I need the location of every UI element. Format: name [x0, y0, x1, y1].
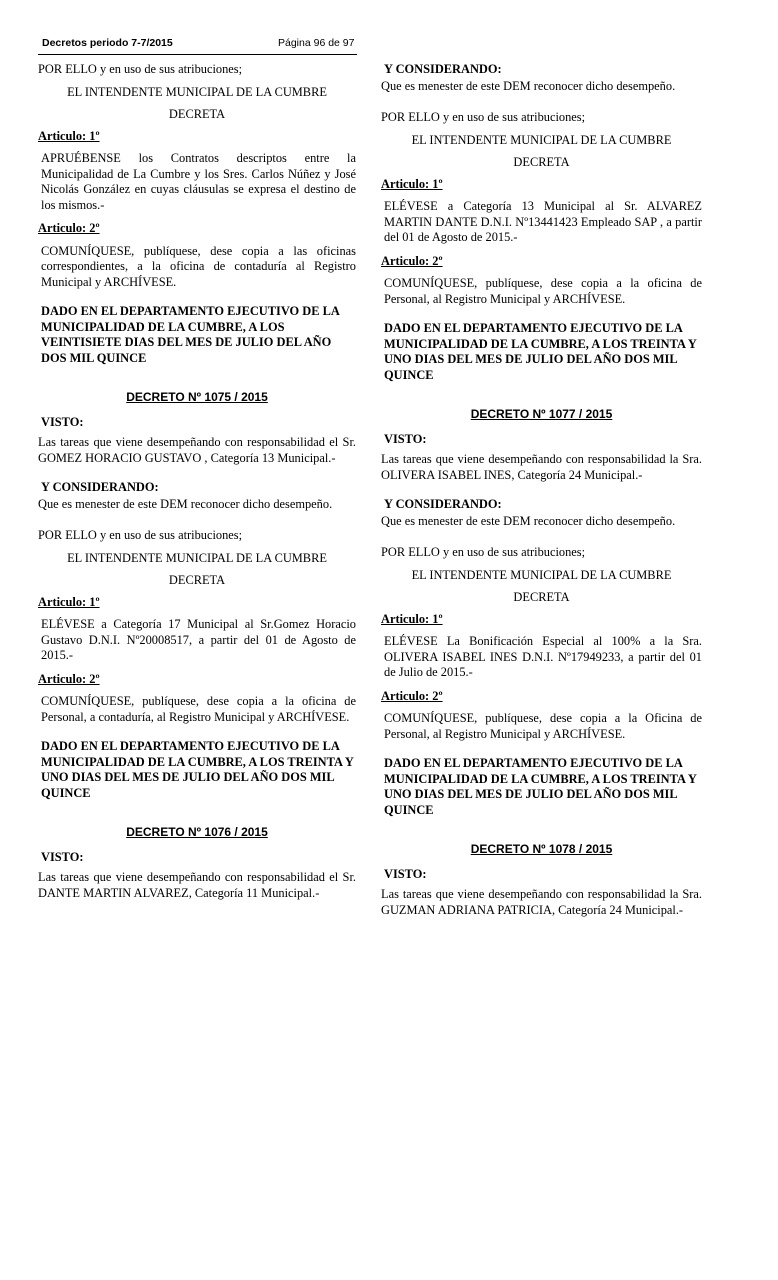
- decreta: DECRETA: [513, 155, 570, 169]
- por-ello: POR ELLO y en uso de sus atribuciones;: [381, 110, 586, 124]
- decreta: DECRETA: [168, 107, 226, 121]
- article-2-text: COMUNÍQUESE, publíquese, dese copia a las oficinas correspondientes, a la oficina de contaduría al Registro Municipal y ARCHÍVESE.: [41, 243, 356, 289]
- decree-1075-article-2-label: Articulo: 2º: [38, 671, 100, 686]
- decree-1077-dado-clause: DADO EN EL DEPARTAMENTO EJECUTIVO DE LA MUNICIPALIDAD DE LA CUMBRE, A LOS TREINTA Y UNO DIAS DEL MES DE JULIO DEL AÑO DOS MIL QUINCE: [384, 756, 697, 817]
- page-number: Página 96 de 97: [278, 37, 355, 49]
- decree-1077-title: DECRETO Nº 1077 / 2015: [470, 407, 613, 421]
- article-2-label: Articulo: 2º: [38, 221, 100, 235]
- decree-1077-article-2-label: Articulo: 2º: [381, 688, 443, 703]
- decree-1077-visto: VISTO:: [384, 431, 427, 446]
- decree-1075-article-1-text: ELÉVESE a Categoría 17 Municipal al Sr.Gomez Horacio Gustavo D.N.I. Nº20008517, a partir del 01 de Agosto de 2015.-: [41, 617, 356, 662]
- decree-1077-visto-text: Las tareas que viene desempeñando con responsabilidad la Sra. OLIVERA ISABEL INES, Categoría 24 Municipal.-: [381, 452, 702, 482]
- article-1-text: APRUÉBENSE los Contratos descriptos entre la Municipalidad de La Cumbre y los Sres. Carlos Núñez y José Nicolás González en cuyas cláusulas se expresa el destino de los mismos.-: [41, 151, 356, 212]
- dado-clause: DADO EN EL DEPARTAMENTO EJECUTIVO DE LA MUNICIPALIDAD DE LA CUMBRE, A LOS TREINTA Y UNO DIAS DEL MES DE JULIO DEL AÑO DOS MIL QUINCE: [384, 321, 697, 382]
- dado-clause: DADO EN EL DEPARTAMENTO EJECUTIVO DE LA MUNICIPALIDAD DE LA CUMBRE, A LOS VEINTISIETE DIAS DEL MES DE JULIO DEL AÑO DOS MIL QUINCE: [41, 304, 340, 365]
- decree-1075-article-2-text: COMUNÍQUESE, publíquese, dese copia a la oficina de Personal, a contaduría, al Registro Municipal y ARCHÍVESE.: [41, 694, 356, 724]
- article-1-label: Articulo: 1º: [38, 128, 100, 143]
- decree-1077-decreta: DECRETA: [513, 590, 570, 604]
- decree-1076-visto: VISTO:: [41, 849, 84, 864]
- intendente: EL INTENDENTE MUNICIPAL DE LA CUMBRE: [411, 132, 672, 147]
- decree-1075-decreta: DECRETA: [168, 573, 226, 587]
- decree-1075-article-1-label: Articulo: 1º: [38, 594, 100, 609]
- decree-1077-intendente: EL INTENDENTE MUNICIPAL DE LA CUMBRE: [411, 567, 672, 582]
- decree-1076-visto-text: Las tareas que viene desempeñando con responsabilidad el Sr. DANTE MARTIN ALVAREZ, Categoría 11 Municipal.-: [38, 870, 356, 900]
- decree-1075-considerando: Y CONSIDERANDO:: [41, 480, 159, 494]
- article-2-label: Articulo: 2º: [381, 253, 443, 268]
- decree-1075-intendente: EL INTENDENTE MUNICIPAL DE LA CUMBRE: [67, 550, 327, 565]
- decree-1075-visto-text: Las tareas que viene desempeñando con responsabilidad el Sr. GOMEZ HORACIO GUSTAVO , Categoría 13 Municipal.-: [38, 435, 356, 465]
- decree-1078-visto-text: Las tareas que viene desempeñando con responsabilidad la Sra. GUZMAN ADRIANA PATRICIA, Categoría 24 Municipal.-: [381, 887, 702, 917]
- decree-1077-por-ello: POR ELLO y en uso de sus atribuciones;: [381, 545, 586, 559]
- por-ello: POR ELLO y en uso de sus atribuciones;: [38, 62, 243, 76]
- decree-1077-article-1-text: ELÉVESE La Bonificación Especial al 100% a la Sra. OLIVERA ISABEL INES D.N.I. Nº17949233, a partir del 01 de Julio de 2015.-: [384, 634, 702, 679]
- intendente: EL INTENDENTE MUNICIPAL DE LA CUMBRE: [67, 84, 327, 99]
- article-1-label: Articulo: 1º: [381, 176, 443, 191]
- page-header: [38, 36, 357, 55]
- decree-1077-article-2-text: COMUNÍQUESE, publíquese, dese copia a la Oficina de Personal, al Registro Municipal y ARCHÍVESE.: [384, 711, 702, 741]
- decree-1075-title: DECRETO Nº 1075 / 2015: [126, 390, 268, 404]
- considerando-text: Que es menester de este DEM reconocer dicho desempeño.: [381, 78, 676, 93]
- decree-1075-considerando-text: Que es menester de este DEM reconocer dicho desempeño.: [38, 496, 333, 511]
- decree-1078-visto: VISTO:: [384, 866, 427, 881]
- decree-1078-title: DECRETO Nº 1078 / 2015: [470, 842, 613, 856]
- decree-1075-dado-clause: DADO EN EL DEPARTAMENTO EJECUTIVO DE LA MUNICIPALIDAD DE LA CUMBRE, A LOS TREINTA Y UNO DIAS DEL MES DE JULIO DEL AÑO DOS MIL QUINCE: [41, 739, 354, 800]
- decree-1077-considerando: Y CONSIDERANDO:: [384, 497, 502, 511]
- considerando: Y CONSIDERANDO:: [384, 62, 502, 76]
- decree-1075-por-ello: POR ELLO y en uso de sus atribuciones;: [38, 528, 243, 542]
- decree-1076-title: DECRETO Nº 1076 / 2015: [126, 825, 268, 839]
- article-2-text: COMUNÍQUESE, publíquese, dese copia a la oficina de Personal, al Registro Municipal y ARCHÍVESE.: [384, 276, 702, 306]
- decree-1077-considerando-text: Que es menester de este DEM reconocer dicho desempeño.: [381, 513, 676, 528]
- decree-1077-article-1-label: Articulo: 1º: [381, 611, 443, 626]
- decree-1075-visto: VISTO:: [41, 414, 84, 429]
- document-title: Decretos periodo 7-7/2015: [42, 37, 173, 49]
- left-column: [38, 62, 356, 901]
- article-1-text: ELÉVESE a Categoría 13 Municipal al Sr. ALVAREZ MARTIN DANTE D.N.I. Nº13441423 Empleado SAP , a partir del 01 de Agosto de 2015.-: [384, 199, 702, 244]
- right-column: [381, 62, 702, 918]
